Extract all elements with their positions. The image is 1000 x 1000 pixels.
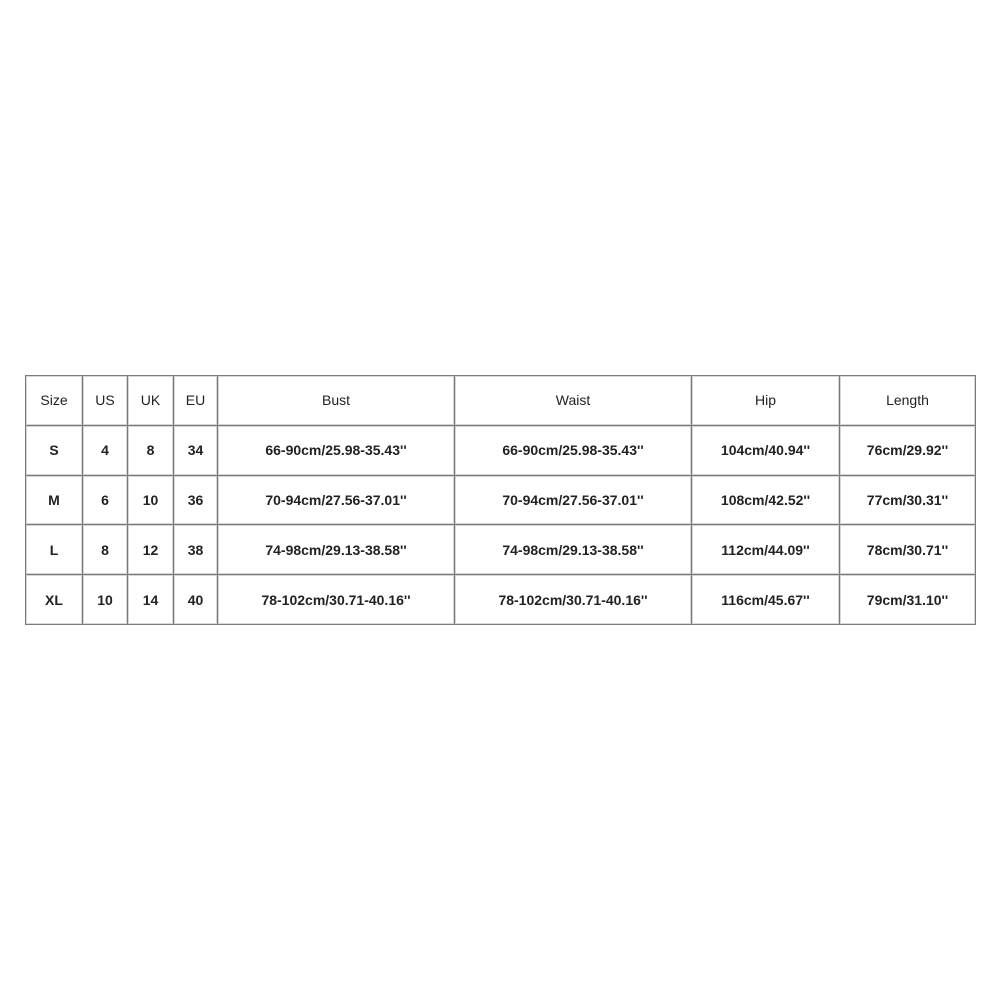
cell-bust: 74-98cm/29.13-38.58'' [218, 525, 455, 575]
cell-eu: 34 [174, 425, 218, 475]
header-hip: Hip [692, 376, 840, 426]
cell-us: 6 [83, 475, 128, 525]
cell-eu: 40 [174, 575, 218, 625]
table-row [26, 575, 976, 625]
table-header-row [26, 376, 976, 426]
cell-length: 76cm/29.92'' [840, 425, 976, 475]
cell-eu: 38 [174, 525, 218, 575]
cell-uk: 10 [128, 475, 174, 525]
cell-hip: 112cm/44.09'' [692, 525, 840, 575]
cell-hip: 104cm/40.94'' [692, 425, 840, 475]
size-chart-table [25, 375, 976, 625]
cell-size: L [26, 525, 83, 575]
cell-uk: 14 [128, 575, 174, 625]
cell-uk: 8 [128, 425, 174, 475]
cell-size: XL [26, 575, 83, 625]
cell-length: 79cm/31.10'' [840, 575, 976, 625]
cell-us: 10 [83, 575, 128, 625]
cell-bust: 66-90cm/25.98-35.43'' [218, 425, 455, 475]
table-row [26, 475, 976, 525]
cell-length: 77cm/30.31'' [840, 475, 976, 525]
cell-eu: 36 [174, 475, 218, 525]
header-uk: UK [128, 376, 174, 426]
cell-bust: 70-94cm/27.56-37.01'' [218, 475, 455, 525]
header-eu: EU [174, 376, 218, 426]
cell-waist: 70-94cm/27.56-37.01'' [455, 475, 692, 525]
header-size: Size [26, 376, 83, 426]
cell-uk: 12 [128, 525, 174, 575]
table-row [26, 425, 976, 475]
cell-waist: 78-102cm/30.71-40.16'' [455, 575, 692, 625]
cell-bust: 78-102cm/30.71-40.16'' [218, 575, 455, 625]
cell-size: M [26, 475, 83, 525]
header-us: US [83, 376, 128, 426]
cell-hip: 108cm/42.52'' [692, 475, 840, 525]
cell-waist: 66-90cm/25.98-35.43'' [455, 425, 692, 475]
cell-hip: 116cm/45.67'' [692, 575, 840, 625]
cell-size: S [26, 425, 83, 475]
cell-length: 78cm/30.71'' [840, 525, 976, 575]
header-bust: Bust [218, 376, 455, 426]
cell-us: 4 [83, 425, 128, 475]
header-length: Length [840, 376, 976, 426]
cell-waist: 74-98cm/29.13-38.58'' [455, 525, 692, 575]
cell-us: 8 [83, 525, 128, 575]
table-row [26, 525, 976, 575]
header-waist: Waist [455, 376, 692, 426]
